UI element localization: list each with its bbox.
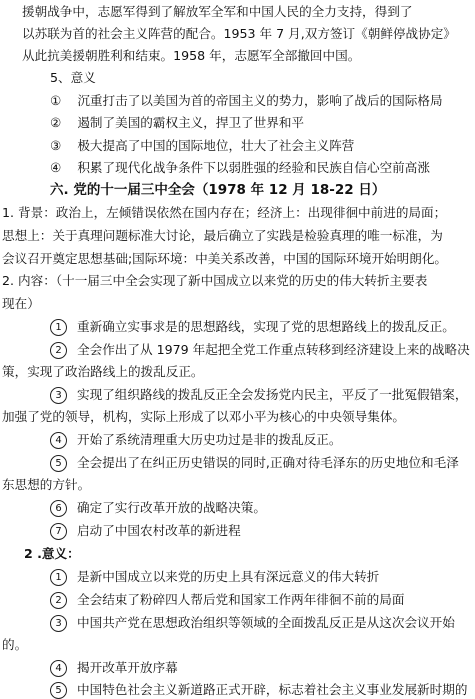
content-item-5-cont: 东思想的方针。 [2,477,91,492]
intro-line-3: 从此抗美援朝胜利和结束。1958 年，志愿军全部撤回中国。 [22,48,361,63]
item-number-circle: 7 [50,523,67,540]
section5-heading: 5、意义 [50,70,96,85]
background-line-3: 会议召开奠定思想基础;国际环境：中美关系改善，中国的国际环境开始明朗化。 [2,251,448,266]
item-number-circle: 1 [50,319,67,336]
section5-item [50,137,354,155]
item-text: 全会结束了粉碎四人帮后党和国家工作两年徘徊不前的局面 [77,592,405,607]
item-number-circle: 1 [50,569,67,586]
item-marker: ③ [50,138,62,153]
content-item-5 [50,454,459,472]
meaning-item-3-cont: 的。 [2,637,28,652]
content-item-2-cont: 策，实现了政治路线上的拨乱反正。 [2,364,204,379]
content-item-3 [50,386,467,404]
item-text: 极大提高了中国的国际地位，壮大了社会主义阵营 [77,138,355,153]
item-text: 开始了系统清理重大历史功过是非的拨乱反正。 [77,432,342,447]
content-item-7 [50,522,241,540]
item-marker: ④ [50,160,62,175]
item-text: 重新确立实事求是的思想路线，实现了党的思想路线上的拨乱反正。 [77,319,455,334]
background-line-1: 1. 背景：政治上，左倾错误依然在国内存在；经济上：出现徘徊中前进的局面； [2,205,447,220]
content-item-1 [50,318,455,336]
item-text: 中国特色社会主义新道路正式开辟，标志着社会主义事业发展新时期的 [77,682,468,697]
item-marker: ② [50,115,62,130]
item-number-circle: 4 [50,660,67,677]
item-text: 实现了组织路线的拨乱反正全会发扬党内民主，平反了一批冤假错案， [77,387,468,402]
item-number-circle: 6 [50,500,67,517]
intro-line-2: 以苏联为首的社会主义阵营的配合。1953 年 7 月,双方签订《朝鲜停战协定》 [22,26,456,41]
section6-title: 六. 党的十一届三中全会（1978 年 12 月 18-22 日） [50,182,386,198]
content-item-6 [50,499,266,517]
content-item-2 [50,341,470,359]
item-text: 遏制了美国的霸权主义，捍卫了世界和平 [77,115,304,130]
item-number-circle: 2 [50,342,67,359]
item-number-circle: 3 [50,615,67,632]
item-number-circle: 2 [50,592,67,609]
item-text: 全会提出了在纠正历史错误的同时,正确对待毛泽东的历史地位和毛泽 [77,455,459,470]
item-text: 积累了现代化战争条件下以弱胜强的经验和民族自信心空前高涨 [77,160,430,175]
meaning-item-1 [50,568,379,586]
section5-item [50,159,430,177]
content-item-3-cont: 加强了党的领导，机构，实际上形成了以邓小平为核心的中央领导集体。 [2,409,405,424]
item-number-circle: 4 [50,432,67,449]
item-text: 确定了实行改革开放的战略决策。 [77,500,266,515]
content-intro-line-2: 现在） [2,296,40,311]
meaning-heading: 2 .意义： [24,546,80,561]
section5-item [50,114,304,132]
content-intro-line-1: 2. 内容：（十一届三中全会实现了新中国成立以来党的历史的伟大转折主要表 [2,273,428,288]
item-text: 中国共产党在思想政治组织等领域的全面拨乱反正是从这次会议开始 [77,615,455,630]
item-text: 启动了中国农村改革的新进程 [77,523,241,538]
meaning-item-5 [50,681,467,699]
section5-item [50,92,443,110]
item-text: 揭开改革开放序幕 [77,660,178,675]
meaning-item-4 [50,659,178,677]
meaning-item-3 [50,614,455,632]
intro-line-1: 援朝战争中，志愿军得到了解放军全军和中国人民的全力支持，得到了 [22,4,413,19]
item-number-circle: 3 [50,387,67,404]
item-text: 沉重打击了以美国为首的帝国主义的势力，影响了战后的国际格局 [77,93,443,108]
background-line-2: 思想上：关于真理问题标准大讨论，最后确立了实践是检验真理的唯一标准，为 [2,228,443,243]
item-marker: ① [50,93,62,108]
item-text: 是新中国成立以来党的历史上具有深远意义的伟大转折 [77,569,380,584]
content-item-4 [50,431,341,449]
meaning-item-2 [50,591,404,609]
item-number-circle: 5 [50,455,67,472]
item-number-circle: 5 [50,682,67,699]
item-text: 全会作出了从 1979 年起把全党工作重点转移到经济建设上来的战略决 [77,342,470,357]
